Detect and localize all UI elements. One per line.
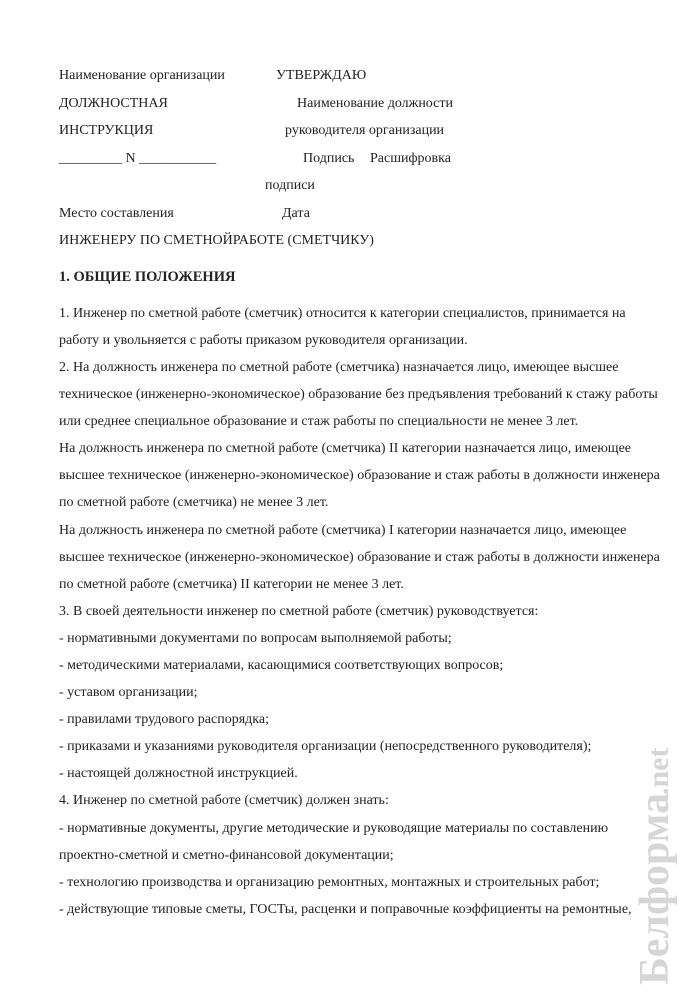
body-line: по сметной работе (сметчика) II категории не менее 3 лет. xyxy=(59,577,404,592)
body-line: На должность инженера по сметной работе (сметчика) I категории назначается лицо, имеющее xyxy=(59,523,627,538)
position-name-label: Наименование должности xyxy=(297,96,453,111)
place-label: Место составления xyxy=(59,206,174,221)
body-line: высшее техническое (инженерно-экономическое) образование и стаж работы в должности инженера xyxy=(59,468,660,483)
body-line: - действующие типовые сметы, ГОСТы, расценки и поправочные коэффициенты на ремонтные, xyxy=(59,902,632,917)
body-line: работу и увольняется с работы приказом руководителя организации. xyxy=(59,333,468,348)
doc-number-line: _________ N ___________ xyxy=(59,151,217,166)
watermark-brand-text: Белформа xyxy=(632,792,678,985)
decoding-label: Расшифровка xyxy=(370,151,451,166)
body-line: - нормативными документами по вопросам выполняемой работы; xyxy=(59,631,452,646)
watermark xyxy=(548,700,698,990)
body-line: - приказами и указаниями руководителя организации (непосредственного руководителя); xyxy=(59,739,592,754)
body-line: проектно-сметной и сметно-финансовой документации; xyxy=(59,848,394,863)
watermark-logo xyxy=(548,700,698,990)
body-line: - уставом организации; xyxy=(59,685,198,700)
signature-label: Подпись xyxy=(303,151,355,166)
body-line: 3. В своей деятельности инженер по сметной работе (сметчик) руководствуется: xyxy=(59,604,539,619)
body-line: На должность инженера по сметной работе (сметчика) II категории назначается лицо, имеющее xyxy=(59,441,631,456)
document-title: ИНЖЕНЕРУ ПО СМЕТНОЙРАБОТЕ (СМЕТЧИКУ) xyxy=(59,233,374,248)
body-line: 1. Инженер по сметной работе (сметчик) относится к категории специалистов, принимается на xyxy=(59,306,626,321)
signature-caption: подписи xyxy=(265,178,315,193)
date-label: Дата xyxy=(282,206,310,221)
body-line: 4. Инженер по сметной работе (сметчик) должен знать: xyxy=(59,793,389,808)
approve-label: УТВЕРЖДАЮ xyxy=(276,68,367,83)
watermark-tld-text: .net xyxy=(642,747,675,795)
org-name-label: Наименование организации xyxy=(59,68,225,83)
doc-type-line-2: ИНСТРУКЦИЯ xyxy=(59,123,154,138)
body-line: - настоящей должностной инструкцией. xyxy=(59,766,298,781)
body-line: 2. На должность инженера по сметной работе (сметчика) назначается лицо, имеющее высшее xyxy=(59,360,619,375)
body-line: - технологию производства и организацию ремонтных, монтажных и строительных работ; xyxy=(59,875,600,890)
body-line: - правилами трудового распорядка; xyxy=(59,712,269,727)
body-line: техническое (инженерно-экономическое) образование без предъявления требований к стажу работы xyxy=(59,387,658,402)
body-line: высшее техническое (инженерно-экономическое) образование и стаж работы в должности инженера xyxy=(59,550,660,565)
head-of-org-label: руководителя организации xyxy=(285,123,445,138)
section-heading: 1. ОБЩИЕ ПОЛОЖЕНИЯ xyxy=(59,269,236,285)
body-line: или среднее специальное образование и стаж работы по специальности не менее 3 лет. xyxy=(59,414,579,429)
body-line: - нормативные документы, другие методические и руководящие материалы по составлению xyxy=(59,821,609,836)
body-line: - методическими материалами, касающимися соответствующих вопросов; xyxy=(59,658,504,673)
body-line: по сметной работе (сметчика) не менее 3 лет. xyxy=(59,495,329,510)
doc-type-line-1: ДОЛЖНОСТНАЯ xyxy=(59,96,168,111)
